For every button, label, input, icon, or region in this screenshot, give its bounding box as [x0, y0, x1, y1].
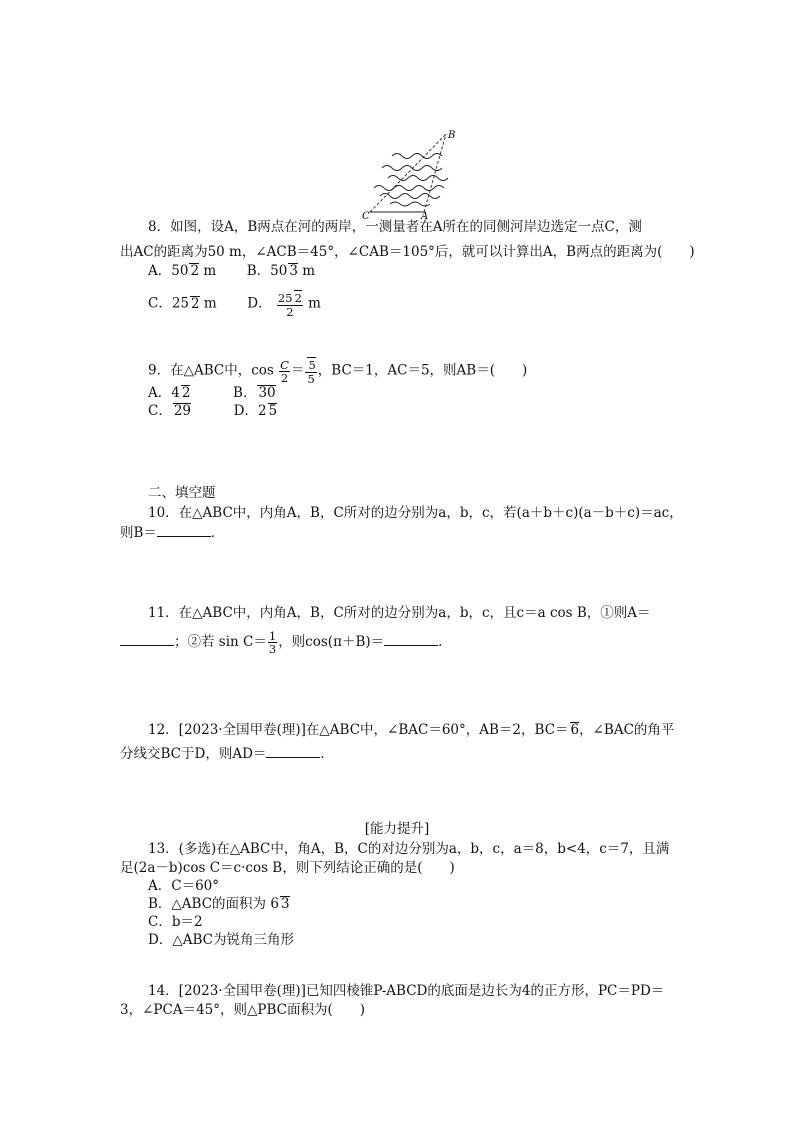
q10-line2: 则B＝ ．	[120, 525, 225, 541]
section-ability-title: [能力提升]	[364, 821, 430, 837]
q13-option-a: A．C＝60°	[148, 878, 220, 894]
q8-line1: 8．如图，设A，B两点在河的两岸，一测量者在A所在的同侧河岸边选定一点C，测	[148, 219, 642, 235]
q8-optd-fraction: $\frac{25 2}{2}$	[277, 291, 302, 319]
q9-stem: 9．在△ABC中，cos $\frac{C}{2}$ ＝ $\frac{5}{5}$ ，BC＝1，AC＝5，则AB＝( )	[148, 357, 528, 386]
q12-line2: 分线交BC于D，则AD＝ ．	[120, 746, 334, 762]
q14-line2: 3，∠PCA＝45°，则△PBC面积为( )	[120, 1002, 365, 1018]
label-c: C	[362, 211, 370, 220]
q13-line1: 13．(多选)在△ABC中，角A，B，C的对边分别为a，b，c，a＝8，b<4，c＝7，且满	[148, 841, 670, 857]
q12-line1: 12．[2023·全国甲卷(理)]在△ABC中，∠BAC＝60°，AB＝2，BC＝ 6，∠BAC的角平	[148, 722, 675, 738]
q8-options-cd: C．25 2 m D． $\frac{25 2}{2}$ m	[148, 291, 321, 319]
q9-options-ab: A．4 2 B． 30	[148, 385, 276, 401]
q13-option-b: B．△ABC的面积为 6 3	[148, 896, 290, 912]
q10-answer-blank[interactable]	[157, 523, 211, 537]
section-fill-in-title: 二、填空题	[148, 485, 216, 501]
q11-line2: ；②若 sin C＝ $\frac{1}{3}$ ，则cos(π＋B)＝ ．	[120, 630, 452, 655]
label-a: A	[421, 211, 429, 220]
q13-line2: 足(2a－b)cos C＝c·cos B，则下列结论正确的是( )	[120, 860, 455, 876]
q13-option-c: C．b＝2	[148, 914, 203, 930]
q11-line1: 11．在△ABC中，内角A，B，C所对的边分别为a，b，c，且c＝a cos B，①则A＝	[148, 605, 651, 621]
q8-line2: 出AC的距离为50 m，∠ACB＝45°，∠CAB＝105°后，就可以计算出A，B两点的距离为( )	[120, 244, 695, 260]
river-figure	[360, 128, 470, 220]
river-waves	[374, 154, 448, 207]
q11-answer-blank-1[interactable]	[120, 632, 174, 646]
q12-answer-blank[interactable]	[266, 744, 320, 758]
q11-answer-blank-2[interactable]	[384, 632, 438, 646]
q14-line1: 14．[2023·全国甲卷(理)]已知四棱锥P-ABCD的底面是边长为4的正方形，PC＝PD＝	[148, 983, 665, 999]
q9-options-cd: C． 29 D．2 5	[148, 403, 278, 419]
label-b: B	[448, 130, 456, 141]
q10-line1: 10．在△ABC中，内角A，B，C所对的边分别为a，b，c，若(a＋b＋c)(a－b＋c)＝ac，	[148, 505, 683, 521]
q8-options-ab: A．50 2 m B．50 3 m	[148, 263, 316, 279]
q13-option-d: D．△ABC为锐角三角形	[148, 932, 294, 948]
